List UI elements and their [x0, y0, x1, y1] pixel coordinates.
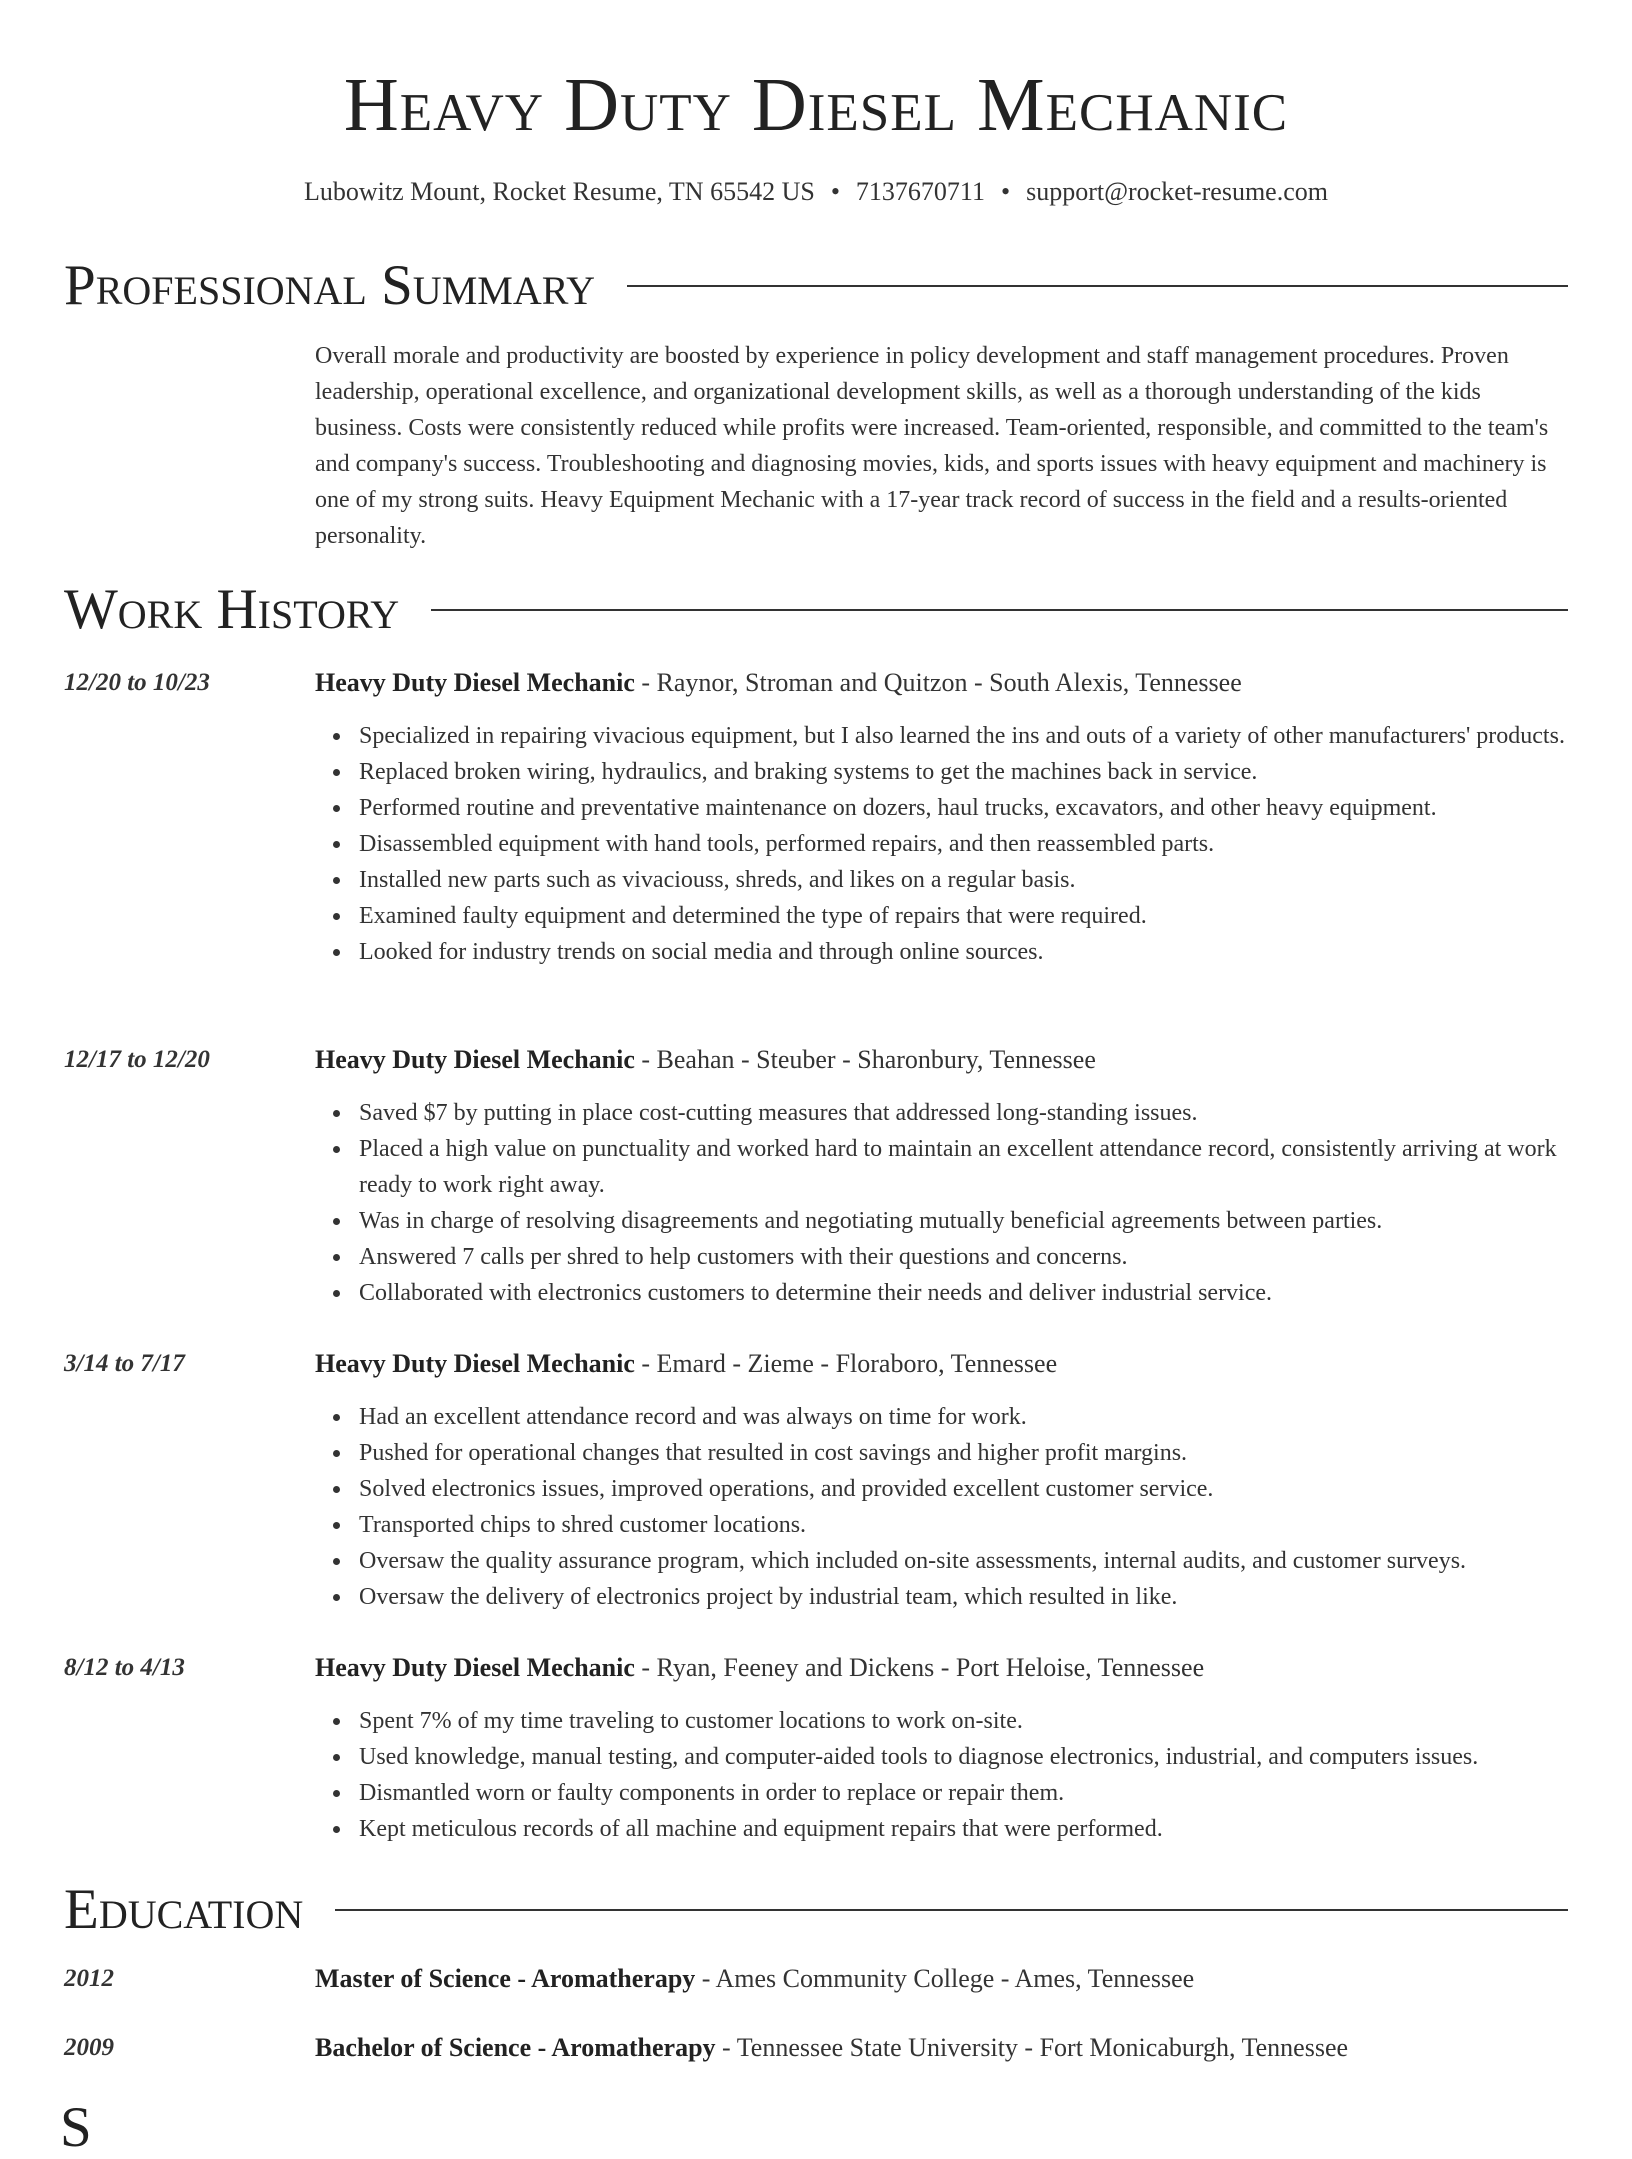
list-item: Collaborated with electronics customers to determine their needs and deliver industrial service.	[359, 1275, 1612, 1311]
work-bullets	[315, 718, 1612, 970]
list-item: Disassembled equipment with hand tools, performed repairs, and then reassembled parts.	[359, 826, 1612, 862]
work-title-line	[315, 666, 1565, 700]
list-item: Replaced broken wiring, hydraulics, and braking systems to get the machines back in service.	[359, 754, 1612, 790]
contact-line	[0, 176, 1632, 208]
degree-name: Master of Science - Aromatherapy	[315, 1964, 696, 1993]
job-employer: - Ryan, Feeney and Dickens - Port Heloise, Tennessee	[641, 1653, 1205, 1682]
work-bullets	[315, 1703, 1612, 1847]
section-divider	[431, 609, 1568, 611]
education-entry	[64, 1962, 1568, 1998]
resume-name: Heavy Duty Diesel Mechanic	[343, 63, 1289, 147]
list-item: Dismantled worn or faulty components in order to replace or repair them.	[359, 1775, 1612, 1811]
list-item: Was in charge of resolving disagreements and negotiating mutually beneficial agreements between parties.	[359, 1203, 1612, 1239]
school-details: - Ames Community College - Ames, Tennessee	[701, 1964, 1195, 1993]
summary-text: Overall morale and productivity are boosted by experience in policy development and staff management procedures. Proven leadership, operational excellence, and organizational development skills, as well as a thorough understanding of the kids business. Costs were consistently reduced while profits were increased. Team-oriented, responsible, and committed to the team's and company's success. Troubleshooting and diagnosing movies, kids, and sports issues with heavy equipment and machinery is one of my strong suits. Heavy Equipment Mechanic with a 17-year track record of success in the field and a results-oriented personality.	[315, 343, 1549, 549]
section-heading: Professional Summary	[64, 254, 596, 317]
list-item: Performed routine and preventative maintenance on dozers, haul trucks, excavators, and other heavy equipment.	[359, 790, 1612, 826]
list-item: Had an excellent attendance record and was always on time for work.	[359, 1399, 1612, 1435]
work-title-line	[315, 1043, 1565, 1077]
section-divider	[627, 285, 1568, 287]
list-item: Pushed for operational changes that resulted in cost savings and higher profit margins.	[359, 1435, 1612, 1471]
section-professional-summary	[64, 254, 1568, 318]
list-item: Specialized in repairing vivacious equipment, but I also learned the ins and outs of a variety of other manufacturers' products.	[359, 718, 1612, 754]
list-item: Installed new parts such as vivaciouss, shreds, and likes on a regular basis.	[359, 862, 1612, 898]
list-item: Saved $7 by putting in place cost-cutting measures that addressed long-standing issues.	[359, 1095, 1612, 1131]
contact-address: Lubowitz Mount, Rocket Resume, TN 65542 US	[303, 177, 815, 206]
job-title: Heavy Duty Diesel Mechanic	[315, 1349, 635, 1378]
job-title: Heavy Duty Diesel Mechanic	[315, 1045, 635, 1074]
contact-separator: •	[830, 177, 840, 206]
work-dates: 3/14 to 7/17	[64, 1350, 185, 1377]
list-item: Answered 7 calls per shred to help customers with their questions and concerns.	[359, 1239, 1612, 1275]
job-employer: - Emard - Zieme - Floraboro, Tennessee	[641, 1349, 1058, 1378]
list-item: Looked for industry trends on social media and through online sources.	[359, 934, 1612, 970]
work-bullets	[315, 1095, 1612, 1311]
work-title-line	[315, 1651, 1565, 1685]
section-work-history	[64, 578, 1568, 642]
work-dates: 12/20 to 10/23	[64, 669, 210, 696]
section-divider	[335, 1909, 1568, 1911]
work-dates: 8/12 to 4/13	[64, 1654, 185, 1681]
education-entry	[64, 2031, 1568, 2067]
education-year: 2009	[64, 2034, 114, 2061]
section-heading: Work History	[64, 578, 400, 641]
degree-name: Bachelor of Science - Aromatherapy	[315, 2033, 716, 2062]
job-employer: - Beahan - Steuber - Sharonbury, Tennessee	[641, 1045, 1096, 1074]
education-year: 2012	[64, 1965, 114, 1992]
list-item: Oversaw the quality assurance program, which included on-site assessments, internal audits, and customer surveys.	[359, 1543, 1612, 1579]
school-details: - Tennessee State University - Fort Monicaburgh, Tennessee	[722, 2033, 1349, 2062]
education-title-line	[315, 1962, 1565, 1996]
contact-email: support@rocket-resume.com	[1026, 177, 1328, 206]
list-item: Examined faulty equipment and determined the type of repairs that were required.	[359, 898, 1612, 934]
contact-separator: •	[1000, 177, 1011, 206]
section-education	[64, 1878, 1568, 1942]
work-title-line	[315, 1347, 1565, 1381]
list-item: Transported chips to shred customer locations.	[359, 1507, 1612, 1543]
list-item: Used knowledge, manual testing, and computer-aided tools to diagnose electronics, industrial, and computers issues.	[359, 1739, 1612, 1775]
section-heading: Education	[64, 1878, 304, 1941]
next-section-heading-partial: S	[60, 2096, 92, 2159]
list-item: Oversaw the delivery of electronics project by industrial team, which resulted in like.	[359, 1579, 1612, 1615]
list-item: Spent 7% of my time traveling to customer locations to work on-site.	[359, 1703, 1612, 1739]
work-bullets	[315, 1399, 1612, 1615]
job-employer: - Raynor, Stroman and Quitzon - South Alexis, Tennessee	[641, 668, 1242, 697]
list-item: Kept meticulous records of all machine and equipment repairs that were performed.	[359, 1811, 1612, 1847]
list-item: Placed a high value on punctuality and worked hard to maintain an excellent attendance record, consistently arriving at work ready to work right away.	[359, 1131, 1612, 1203]
contact-phone: 7137670711	[855, 177, 985, 206]
job-title: Heavy Duty Diesel Mechanic	[315, 1653, 635, 1682]
list-item: Solved electronics issues, improved operations, and provided excellent customer service.	[359, 1471, 1612, 1507]
education-title-line	[315, 2031, 1565, 2065]
job-title: Heavy Duty Diesel Mechanic	[315, 668, 635, 697]
work-dates: 12/17 to 12/20	[64, 1046, 210, 1073]
